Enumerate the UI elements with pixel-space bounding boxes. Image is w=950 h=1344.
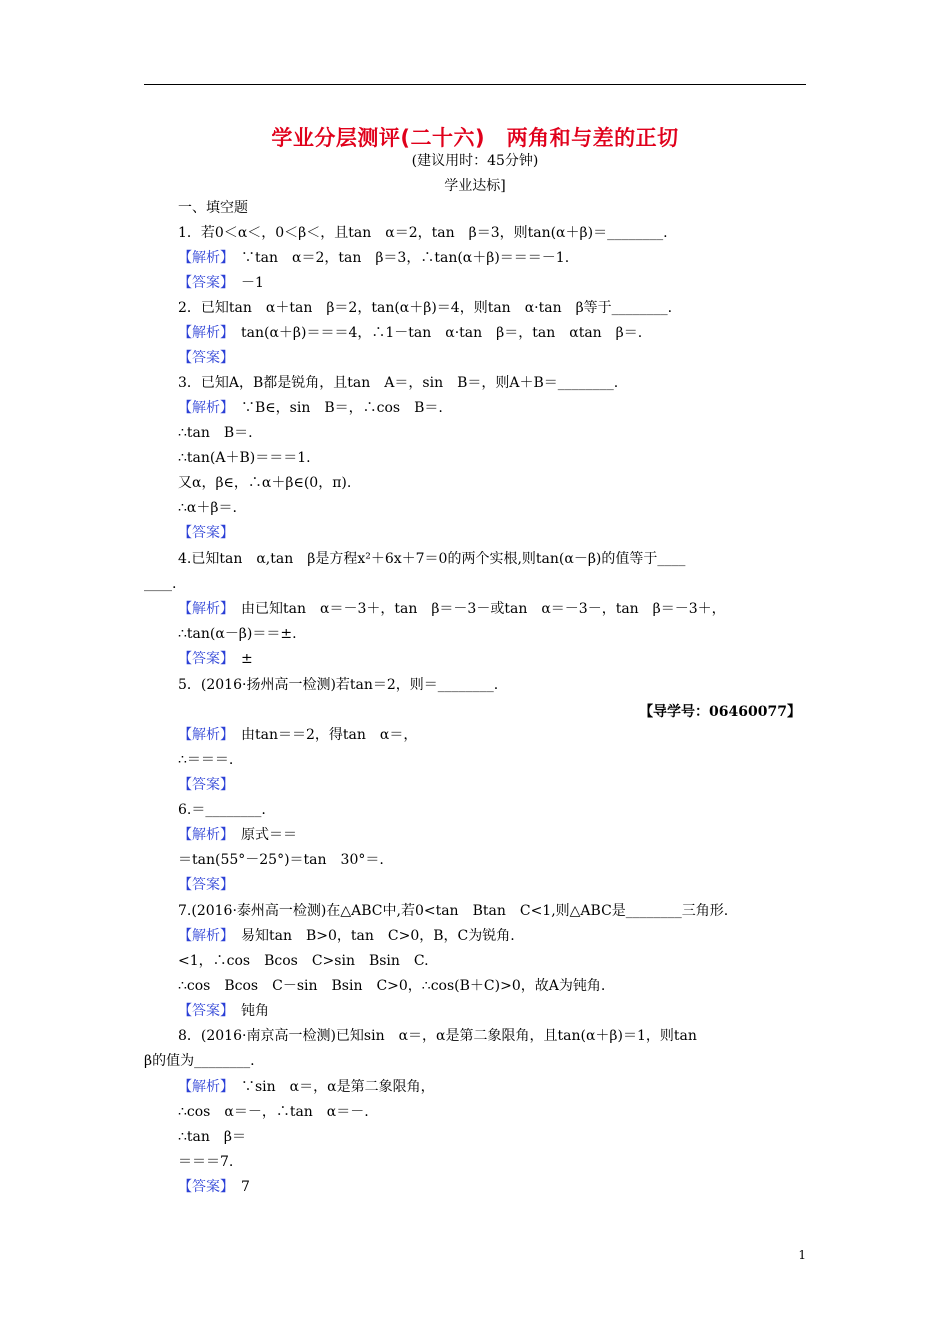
answer-line xyxy=(178,926,515,946)
line-text: 钝角 xyxy=(227,1003,269,1019)
line-text: ＝tan(55°－25°)＝tan 30°＝. xyxy=(178,852,384,868)
answer-line xyxy=(178,348,234,368)
answer-line xyxy=(178,599,726,619)
text-line xyxy=(178,198,248,218)
answer-tag: 【解析】 xyxy=(178,601,227,617)
answer-tag: 【解析】 xyxy=(178,928,227,944)
line-text: ∵sin α＝，α是第二象限角， xyxy=(227,1079,435,1095)
answer-tag: 【解析】 xyxy=(178,400,227,416)
text-line xyxy=(178,675,498,695)
guide-number: 【导学号：06460077】 xyxy=(639,704,801,720)
text-line xyxy=(144,1051,255,1071)
line-text: 由tan＝＝2，得tan α＝， xyxy=(227,727,418,743)
line-text: 8．(2016·南京高一检测)已知sin α＝，α是第二象限角，且tan(α＋β)＝1，则tan xyxy=(178,1028,697,1044)
line-text: 6.＝________. xyxy=(178,802,266,818)
answer-line xyxy=(178,1077,435,1097)
answer-tag: 【答案】 xyxy=(178,275,227,291)
text-line xyxy=(178,1152,233,1172)
answer-line xyxy=(178,248,569,268)
line-text: <1，∴cos Bcos C>sin Bsin C. xyxy=(178,953,429,969)
text-line xyxy=(178,498,237,518)
line-text: 4.已知tan α,tan β是方程x²＋6x＋7＝0的两个实根,则tan(α－β)的值等于____ xyxy=(178,551,686,567)
answer-line xyxy=(178,775,234,795)
line-text: ∴tan β＝ xyxy=(178,1129,246,1145)
time-suggestion: (建议用时：45分钟) xyxy=(411,153,539,169)
line-text: ∴cos Bcos C－sin Bsin C>0，∴cos(B＋C)>0，故A为钝角. xyxy=(178,978,606,994)
text-line xyxy=(178,901,728,921)
line-text: ∵B∈，sin B＝，∴cos B＝. xyxy=(227,400,443,416)
line-text: 由已知tan α＝－3＋，tan β＝－3－或tan α＝－3－，tan β＝－3＋， xyxy=(227,601,726,617)
line-text: ∵tan α＝2，tan β＝3，∴tan(α＋β)＝＝＝－1. xyxy=(227,250,570,266)
text-line xyxy=(144,574,176,594)
line-text: 3．已知A，B都是锐角，且tan A＝，sin B＝，则A＋B＝________. xyxy=(178,375,619,391)
section-heading: 学业达标] xyxy=(444,178,506,194)
answer-tag: 【答案】 xyxy=(178,350,234,366)
text-line xyxy=(178,549,685,569)
answer-tag: 【答案】 xyxy=(178,525,234,541)
line-text: ± xyxy=(227,651,253,667)
line-text: ∴tan(α－β)＝＝±. xyxy=(178,626,297,642)
line-text: 又α，β∈，∴α＋β∈(0，π). xyxy=(178,475,352,491)
line-text: β的值为________. xyxy=(144,1053,255,1069)
line-text: ∴cos α＝－，∴tan α＝－. xyxy=(178,1104,369,1120)
answer-line xyxy=(178,523,234,543)
text-line xyxy=(178,951,429,971)
line-text: ＝＝＝7. xyxy=(178,1154,234,1170)
text-line xyxy=(178,473,351,493)
line-text: tan(α＋β)＝＝＝4，∴1－tan α·tan β＝，tan αtan β＝. xyxy=(227,325,643,341)
text-line xyxy=(178,423,253,443)
answer-tag: 【解析】 xyxy=(178,250,227,266)
answer-tag: 【答案】 xyxy=(178,1003,227,1019)
answer-tag: 【解析】 xyxy=(178,1079,227,1095)
answer-tag: 【解析】 xyxy=(178,325,227,341)
text-line xyxy=(178,750,233,770)
line-text: 原式＝＝ xyxy=(227,827,297,843)
text-line xyxy=(178,1026,697,1046)
answer-tag: 【答案】 xyxy=(178,877,234,893)
line-text: ∴＝＝＝. xyxy=(178,752,234,768)
answer-line xyxy=(178,725,417,745)
line-text: 7.(2016·泰州高一检测)在△ABC中,若0<tan Btan C<1,则△ABC是________三角形. xyxy=(178,903,729,919)
text-line xyxy=(178,298,672,318)
page-title: 学业分层测评(二十六) 两角和与差的正切 xyxy=(271,126,679,150)
line-text: 2．已知tan α＋tan β＝2，tan(α＋β)＝4，则tan α·tan β等于________. xyxy=(178,300,673,316)
answer-tag: 【答案】 xyxy=(178,651,227,667)
text-line xyxy=(178,1102,369,1122)
answer-line xyxy=(178,398,443,418)
line-text: 5．(2016·扬州高一检测)若tan＝2，则＝________. xyxy=(178,677,499,693)
text-line xyxy=(178,1127,246,1147)
line-text: －1 xyxy=(227,275,264,291)
text-line xyxy=(178,223,668,243)
line-text: 一、填空题 xyxy=(178,200,248,216)
text-line xyxy=(178,976,605,996)
answer-tag: 【答案】 xyxy=(178,1179,227,1195)
answer-line xyxy=(178,323,642,343)
answer-line xyxy=(178,649,253,669)
line-text: 7 xyxy=(227,1179,250,1195)
line-text: ∴tan(A＋B)＝＝＝1. xyxy=(178,450,311,466)
text-line xyxy=(178,373,618,393)
line-text: ____. xyxy=(144,576,177,592)
answer-line xyxy=(178,1177,250,1197)
line-text: 易知tan B>0，tan C>0，B，C为锐角. xyxy=(227,928,515,944)
text-line xyxy=(178,448,311,468)
answer-line xyxy=(178,875,234,895)
text-line xyxy=(178,800,266,820)
answer-line xyxy=(178,825,297,845)
answer-tag: 【解析】 xyxy=(178,727,227,743)
line-text: ∴tan B＝. xyxy=(178,425,253,441)
text-line xyxy=(178,850,384,870)
line-text: ∴α＋β＝. xyxy=(178,500,237,516)
top-rule xyxy=(144,84,806,85)
text-line xyxy=(178,624,297,644)
answer-tag: 【解析】 xyxy=(178,827,227,843)
page-number: 1 xyxy=(798,1248,806,1262)
answer-tag: 【答案】 xyxy=(178,777,234,793)
answer-line xyxy=(178,273,264,293)
line-text: 1．若0＜α＜，0＜β＜，且tan α＝2，tan β＝3，则tan(α＋β)＝________. xyxy=(178,225,668,241)
answer-line xyxy=(178,1001,269,1021)
